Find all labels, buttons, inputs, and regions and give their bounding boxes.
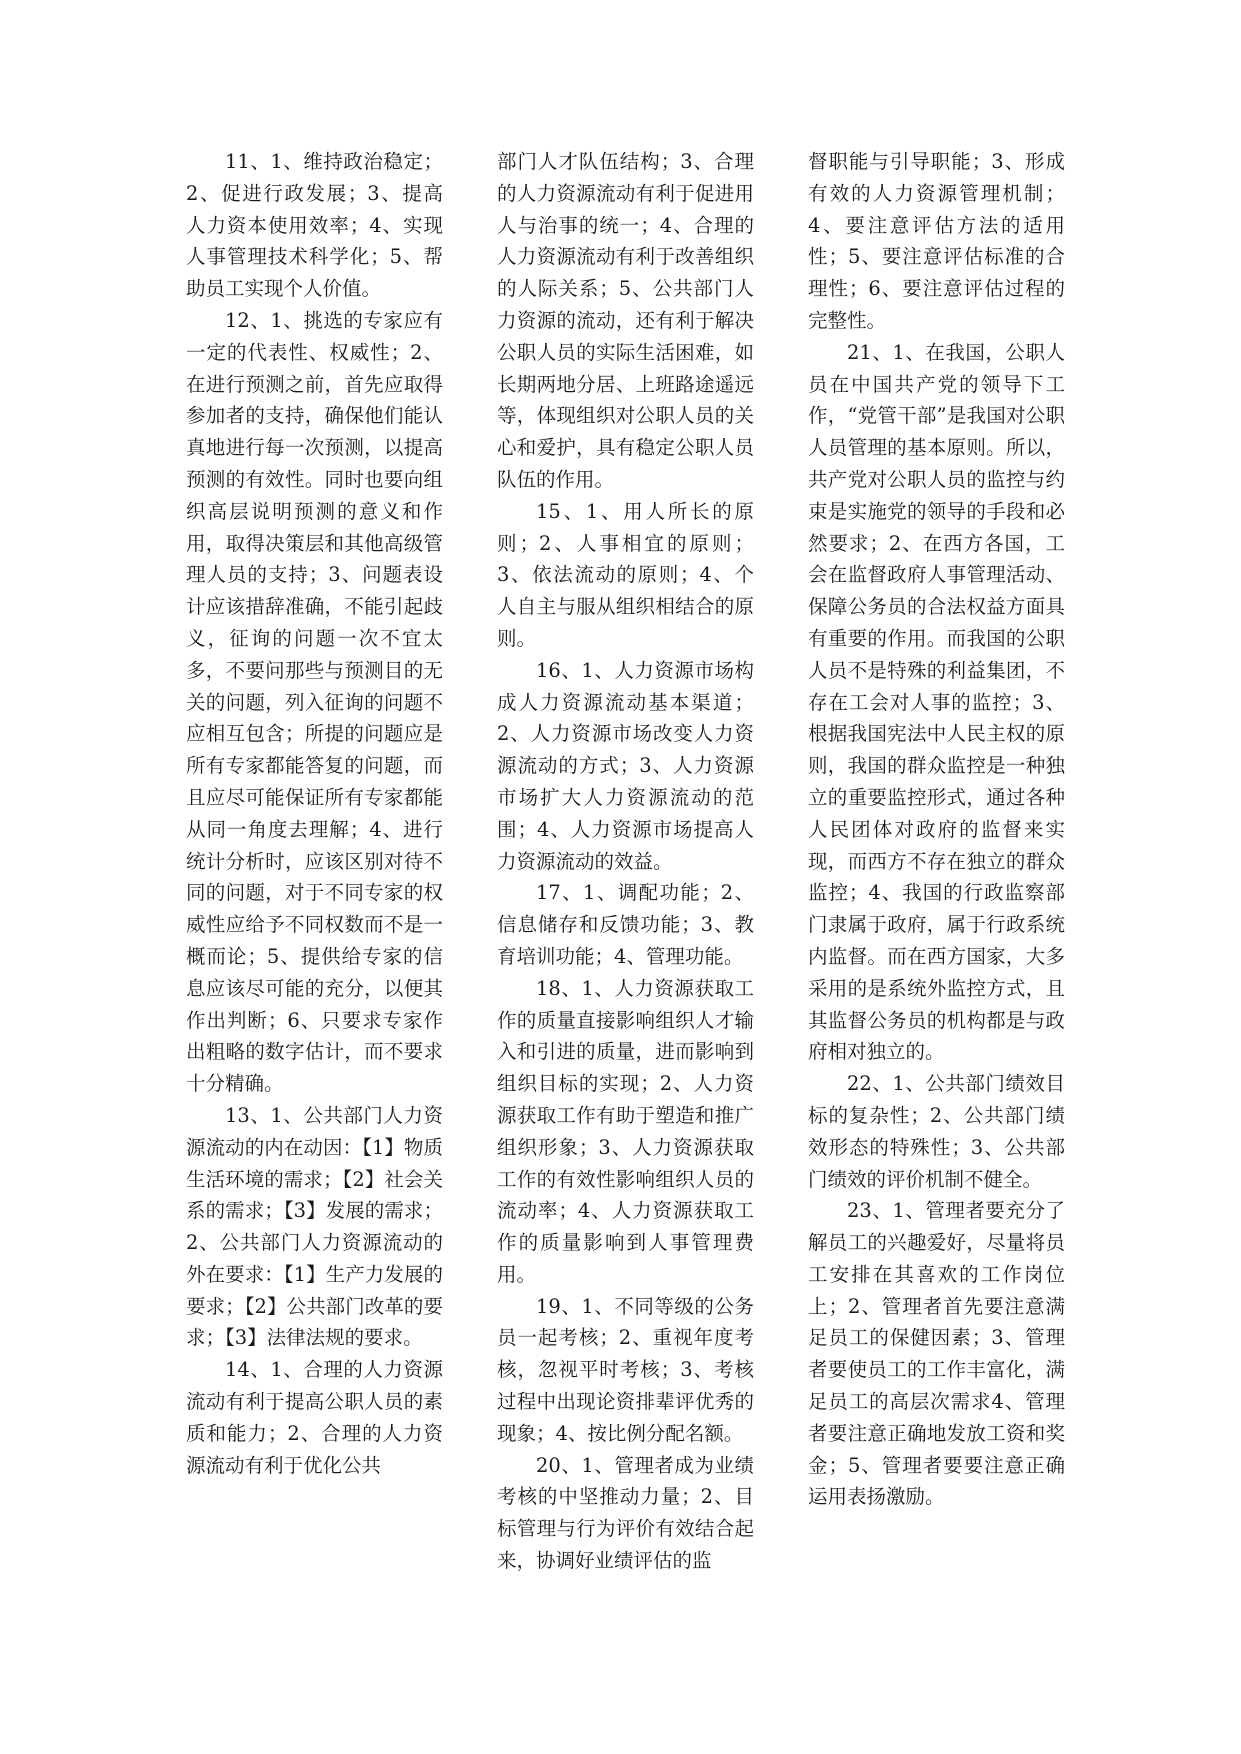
text-column-3 bbox=[808, 146, 1065, 1616]
answer-paragraph-18: 18、1、人力资源获取工作的质量直接影响组织人才输入和引进的质量，进而影响到组织目标的实现；2、人力资源获取工作有助于塑造和推广组织形象；3、人力资源获取工作的有效性影响组织人员的流动率；4、人力资源获取工作的质量影响到人事管理费用。 bbox=[497, 976, 754, 1286]
answer-paragraph-11: 11、1、维持政治稳定；2、促进行政发展；3、提高人力资本使用效率；4、实现人事管理技术科学化；5、帮助员工实现个人价值。 bbox=[186, 150, 443, 301]
answer-paragraph-14: 14、1、合理的人力资源流动有利于提高公职人员的素质和能力；2、合理的人力资源流动有利于优化公共 bbox=[186, 1358, 443, 1477]
answer-paragraph-12: 12、1、挑选的专家应有一定的代表性、权威性；2、在进行预测之前，首先应取得参加者的支持，确保他们能认真地进行每一次预测，以提高预测的有效性。同时也要向组织高层说明预测的意义和作用，取得决策层和其他高级管理人员的支持；3、问题表设计应该措辞准确，不能引起歧义，征询的问题一次不宜太多，不要问那些与预测目的无关的问题，列入征询的问题不应相互包含；所提的问题应是所有专家都能答复的问题，而且应尽可能保证所有专家都能从同一角度去理解；4、进行统计分析时，应该区别对待不同的问题，对于不同专家的权威性应给予不同权数而不是一概而论；5、提供给专家的信息应该尽可能的充分，以便其作出判断；6、只要求专家作出粗略的数字估计，而不要求十分精确。 bbox=[186, 308, 443, 1096]
text-column-1 bbox=[186, 146, 443, 1616]
answer-paragraph-13: 13、1、公共部门人力资源流动的内在动因：【1】物质生活环境的需求；【2】社会关系的需求；【3】发展的需求；2、公共部门人力资源流动的外在要求：【1】生产力发展的要求；【2】公共部门改革的要求；【3】法律法规的要求。 bbox=[186, 1103, 443, 1350]
answer-paragraph-20-continued: 督职能与引导职能；3、形成有效的人力资源管理机制；4、要注意评估方法的适用性；5、要注意评估标准的合理性；6、要注意评估过程的完整性。 bbox=[808, 150, 1065, 332]
answer-paragraph-19: 19、1、不同等级的公务员一起考核；2、重视年度考核，忽视平时考核；3、考核过程中出现论资排辈评优秀的现象；4、按比例分配名额。 bbox=[497, 1294, 754, 1445]
answer-paragraph-14-continued: 部门人才队伍结构；3、合理的人力资源流动有利于促进用人与治事的统一；4、合理的人力资源流动有利于改善组织的人际关系；5、公共部门人力资源的流动，还有利于解决公职人员的实际生活困难，如长期两地分居、上班路途遥远等，体现组织对公职人员的关心和爱护，具有稳定公职人员队伍的作用。 bbox=[497, 150, 754, 491]
answer-paragraph-16: 16、1、人力资源市场构成人力资源流动基本渠道；2、人力资源市场改变人力资源流动的方式；3、人力资源市场扩大人力资源流动的范围；4、人力资源市场提高人力资源流动的效益。 bbox=[497, 658, 754, 873]
text-column-2 bbox=[497, 146, 754, 1616]
answer-paragraph-22: 22、1、公共部门绩效目标的复杂性；2、公共部门绩效形态的特殊性；3、公共部门绩效的评价机制不健全。 bbox=[808, 1072, 1065, 1191]
answer-paragraph-15: 15、1、用人所长的原则；2、人事相宜的原则；3、依法流动的原则；4、个人自主与服从组织相结合的原则。 bbox=[497, 499, 754, 650]
answer-paragraph-20: 20、1、管理者成为业绩考核的中坚推动力量；2、目标管理与行为评价有效结合起来，协调好业绩评估的监 bbox=[497, 1453, 754, 1573]
document-page bbox=[186, 146, 1066, 1616]
answer-paragraph-21: 21、1、在我国，公职人员在中国共产党的领导下工作，“党管干部”是我国对公职人员管理的基本原则。所以，共产党对公职人员的监控与约束是实施党的领导的手段和必然要求；2、在西方各国，工会在监督政府人事管理活动、保障公务员的合法权益方面具有重要的作用。而我国的公职人员不是特殊的利益集团，不存在工会对人事的监控；3、根据我国宪法中人民主权的原则，我国的群众监控是一种独立的重要监控形式，通过各种人民团体对政府的监督来实现，而西方不存在独立的群众监控；4、我国的行政监察部门隶属于政府，属于行政系统内监督。而在西方国家，大多采用的是系统外监控方式，且其监督公务员的机构都是与政府相对独立的。 bbox=[808, 340, 1065, 1064]
answer-paragraph-17: 17、1、调配功能；2、信息储存和反馈功能；3、教育培训功能；4、管理功能。 bbox=[497, 881, 754, 968]
answer-paragraph-23: 23、1、管理者要充分了解员工的兴趣爱好，尽量将员工安排在其喜欢的工作岗位上；2、管理者首先要注意满足员工的保健因素；3、管理者要使员工的工作丰富化，满足员工的高层次需求4、管理者要注意正确地发放工资和奖金；5、管理者要要注意正确运用表扬激励。 bbox=[808, 1199, 1065, 1509]
